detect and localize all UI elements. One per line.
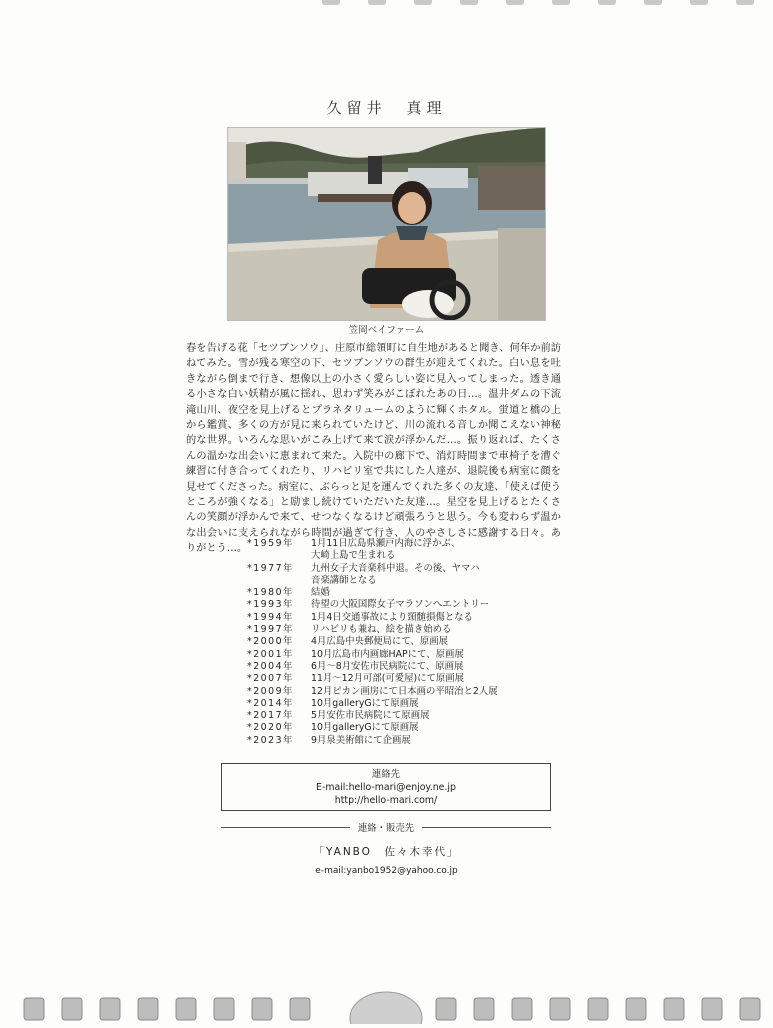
timeline-text: 結婚: [311, 587, 330, 599]
timeline-text: 10月galleryGにて原画展: [311, 697, 419, 709]
timeline-entry: [247, 649, 577, 661]
timeline-year: *1993年: [247, 599, 294, 611]
timeline-year: *2004年: [247, 660, 294, 672]
contact-email-link[interactable]: E-mail:hello-mari@enjoy.ne.jp: [316, 782, 456, 793]
timeline-entry: [247, 673, 577, 685]
timeline-text: 待望の大阪国際女子マラソンへエントリー: [311, 599, 490, 611]
timeline-entry: [247, 710, 577, 722]
timeline-text: 10月galleryGにて原画展: [311, 722, 419, 734]
timeline-entry: [247, 612, 577, 624]
timeline-year: *2007年: [247, 673, 294, 685]
timeline-year: *2009年: [247, 685, 294, 697]
timeline-text: 九州女子大音楽科中退。その後、ヤマハ: [311, 562, 480, 574]
timeline-entry: [247, 563, 577, 575]
timeline-entry: [247, 698, 577, 710]
contact-title: 連絡先: [371, 769, 401, 780]
timeline-text: 9月泉美術館にて企画展: [311, 734, 411, 746]
timeline-year: *1977年: [247, 562, 294, 574]
seller-name: 「YANBO 佐々木幸代」: [313, 846, 460, 858]
timeline-entry: [247, 722, 577, 734]
timeline-year: *2014年: [247, 697, 294, 709]
timeline-text: 11月～12月可部(可愛屋)にて原画展: [311, 673, 465, 685]
sales-divider: [221, 820, 551, 834]
photo-caption: 笠岡ベイファーム: [348, 325, 425, 336]
contact-box: [221, 763, 551, 811]
timeline-year: *2001年: [247, 648, 294, 660]
timeline-year: *1997年: [247, 624, 294, 636]
author-name: 久留井 真理: [326, 99, 447, 117]
spiral-binding: [0, 988, 773, 1024]
divider-line-left: [221, 827, 350, 828]
timeline-year: *2017年: [247, 710, 294, 722]
timeline-entry: [247, 636, 577, 648]
timeline-year: *1994年: [247, 611, 294, 623]
timeline-entry: [247, 599, 577, 611]
timeline-entry: [247, 661, 577, 673]
biography-timeline: [247, 538, 577, 747]
seller-email-link[interactable]: e-mail:yanbo1952@yahoo.co.jp: [315, 866, 458, 876]
timeline-text: 10月広島市内画廊HAPにて、原画展: [311, 648, 464, 660]
timeline-year: *1980年: [247, 587, 294, 599]
timeline-text: 12月ピカン画房にて日本画の平昭治と2人展: [311, 685, 498, 697]
timeline-text: 1月11日広島県瀬戸内海に浮かぶ、: [311, 538, 461, 549]
timeline-text: 4月広島中央郵便局にて、原画展: [311, 636, 449, 648]
timeline-text: 1月4日交通事故により頸髄損傷となる: [311, 611, 473, 623]
timeline-year: *2000年: [247, 636, 294, 648]
timeline-text-continuation: 音楽講師となる: [311, 574, 377, 586]
portrait-photo: [227, 127, 546, 321]
timeline-text: リハビリも兼ね、絵を描き始める: [311, 624, 452, 636]
timeline-year: *2020年: [247, 722, 294, 734]
top-binding-marks: [0, 0, 773, 8]
timeline-text-continuation: 大崎上島で生まれる: [311, 550, 396, 562]
divider-line-right: [422, 827, 551, 828]
sales-heading: 連絡・販売先: [357, 823, 415, 834]
timeline-entry: [247, 538, 577, 550]
timeline-year: *2023年: [247, 734, 294, 746]
timeline-text: 5月安佐市民病院にて原画展: [311, 710, 430, 722]
timeline-entry: [247, 587, 577, 599]
timeline-text: 6月～8月安佐市民病院にて、原画展: [311, 660, 464, 672]
essay-text: 春を告げる花「セツブンソウ」、庄原市総領町に自生地があると聞き、何年か前訪ねてみた。雪が残る寒空の下、セツブンソウの群生が迎えてくれた。白い息を吐きながら倒まで行き、想像以上の小さく愛らしい姿に見入ってしまった。透き通る小さな白い妖精が風に揺れ、思わず笑みがこぼれたあの日…。温井ダムの下流滝山川、夜空を見上げるとプラネタリュームのように輝くホタル。蛍道と橋の上から鑑賞、多くの方が見に来られていたけど、川の流れる音しか聞こえない神秘的な世界。いろんな思いがこみ上げて来て涙が浮かんだ…。振り返れば、たくさんの温かな出会いに恵まれて来た。入院中の廊下で、消灯時間まで車椅子を漕ぐ練習に付き合ってくれたり、リハビリ室で共にした人達が、退院後も病室に顔を見せてくださった。病室に、ぶらっと足を運んでくれた多くの友達、「使えば使うところが強くなる」と励まし続けていただいた友達…。星空を見上げるとたくさんの笑顔が浮かんで来て、せつなくなるけど頑張ろうと思う。今も変わらず温かな出会いに支えられながら時間が過ぎて行き、人のやさしさに感謝する日々。ありがとう…。: [186, 343, 561, 555]
timeline-entry: [247, 624, 577, 636]
timeline-entry: [247, 686, 577, 698]
contact-website-link[interactable]: http://hello-mari.com/: [334, 795, 438, 806]
timeline-entry: [247, 735, 577, 747]
timeline-year: *1959年: [247, 538, 294, 549]
